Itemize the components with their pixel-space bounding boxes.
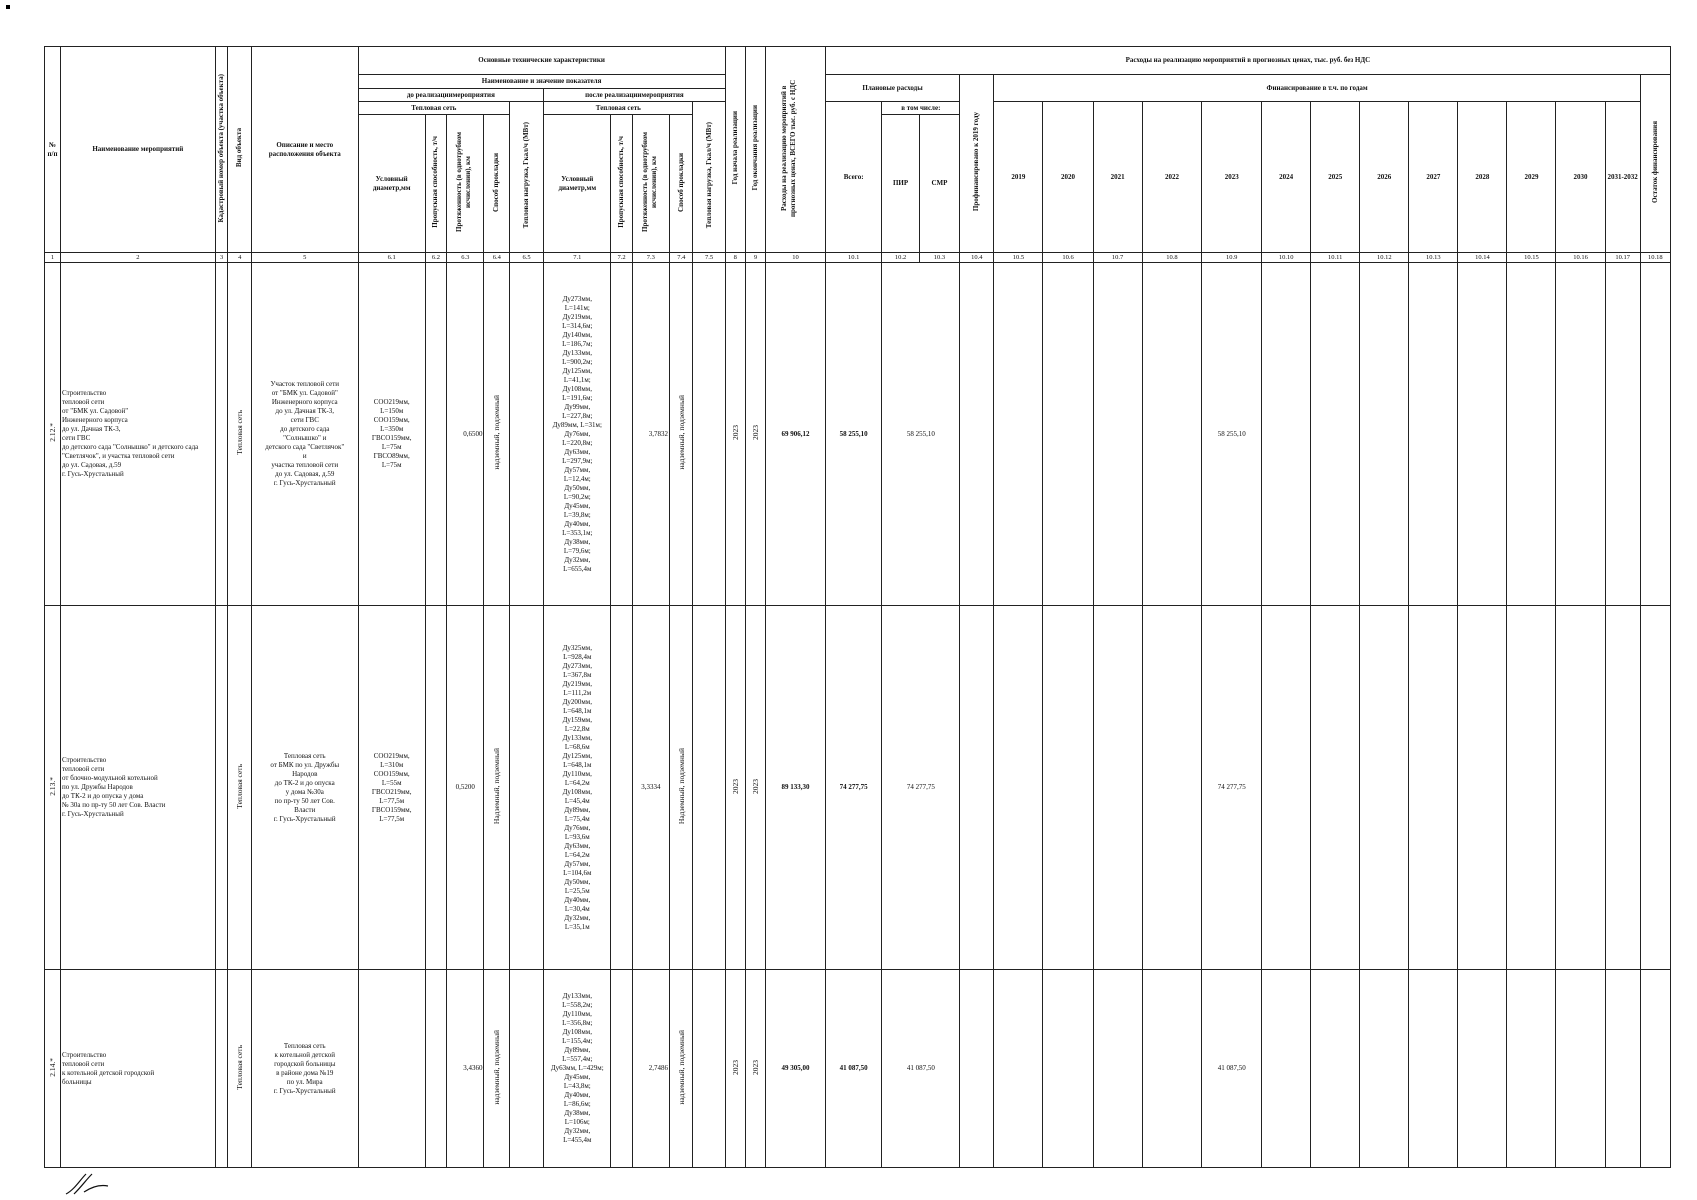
hdr-capacity-after: Пропускная способность, т/ч xyxy=(617,136,626,228)
row-number: 2.14.* xyxy=(48,1057,57,1077)
row-year-start: 2023 xyxy=(730,1059,740,1075)
row-year-end: 2023 xyxy=(750,778,760,794)
hdr-incl: в том числе: xyxy=(882,102,960,115)
hdr-pir: ПИР xyxy=(882,115,919,253)
column-numbers-row xyxy=(45,253,1671,263)
hdr-financing: Финансирование в т.ч. по годам xyxy=(994,75,1640,102)
hdr-planned: Плановые расходы xyxy=(825,75,959,102)
hdr-load-before: Тепловая нагрузка, Гкал/ч (МВт) xyxy=(522,122,531,229)
row-number: 2.13.* xyxy=(48,776,57,796)
row-pir-smr: 41 087,50 xyxy=(882,970,960,1168)
row-name: Строительство тепловой сети от блочно-модульной котельной по ул. Дружбы Народов до ТК-2 и до опуска у дома № 30а по пр-ту 50 лет Сов. Власти г. Гусь-Хрустальный xyxy=(61,606,216,970)
row-obj-type: Тепловая сеть xyxy=(235,1044,245,1090)
row-year-end: 2023 xyxy=(750,425,760,440)
col-number: 10 xyxy=(766,253,826,263)
col-number: 7.5 xyxy=(693,253,725,263)
hdr-prefin: Профинансировано к 2019 году xyxy=(972,112,981,212)
row-2023: 74 277,75 xyxy=(1202,606,1262,970)
row-planned-total: 74 277,75 xyxy=(825,606,882,970)
hdr-descr: Описание и место расположения объекта xyxy=(251,47,358,253)
hdr-length-before: Протяженность (в однотрубном исчислении), км xyxy=(455,131,473,233)
col-number: 10.9 xyxy=(1202,253,1262,263)
row-diam-before xyxy=(358,970,425,1168)
col-number: 1 xyxy=(45,253,61,263)
col-number: 4 xyxy=(228,253,251,263)
col-number: 6.1 xyxy=(358,253,425,263)
hdr-tech: Основные технические характеристики xyxy=(358,47,725,75)
row-length-before: 0,5200 xyxy=(447,606,484,970)
hdr-capacity-before: Пропускная способность, т/ч xyxy=(431,136,440,228)
row-total-cost: 69 906,12 xyxy=(766,263,826,606)
hdr-year-start: Год начала реализации xyxy=(730,111,739,185)
hdr-total-cost: Расходы на реализацию мероприятий в прогнозных ценах, ВСЕГО тыс. руб. с НДС xyxy=(780,79,798,217)
row-total-cost: 89 133,30 xyxy=(766,606,826,970)
hdr-year-2021: 2021 xyxy=(1093,102,1142,253)
row-name: Строительство тепловой сети от "БМК ул. Садовой" Инженерного корпуса до ул. Дачная ТК-3, сети ГВС до детского сада "Солнышко" и детского сада "Светлячок", и участка тепловой сети до ул. Садовая, д.59 г. Гусь-Хрустальный xyxy=(61,263,216,606)
row-laying-before: надземный, подземный xyxy=(492,1029,502,1105)
row-name: Строительство тепловой сети к котельной детской городской больницы xyxy=(61,970,216,1168)
col-number: 10.17 xyxy=(1605,253,1640,263)
hdr-before: до реализациимероприятия xyxy=(358,89,544,102)
hdr-name: Наименование мероприятий xyxy=(61,47,216,253)
row-diam-after: Ду133мм, L=558,2м; Ду110мм, L=356,8м; Ду108мм, L=155,4м; Ду89мм, L=557,4м; Ду63мм, L=429м; Ду45мм, L=43,8м; Ду40мм, L=86,6м; Ду38мм, L=106м; Ду32мм, L=455,4м xyxy=(544,970,611,1168)
hdr-year-end: Год окончания реализации xyxy=(750,105,759,191)
hdr-load-after: Тепловая нагрузка, Гкал/ч (МВт) xyxy=(704,122,713,229)
col-number: 7.4 xyxy=(670,253,693,263)
col-number: 2 xyxy=(61,253,216,263)
table-row xyxy=(45,606,1671,970)
row-2023: 58 255,10 xyxy=(1202,263,1262,606)
col-number: 7.3 xyxy=(632,253,669,263)
col-number: 10.6 xyxy=(1043,253,1093,263)
col-number: 10.3 xyxy=(919,253,960,263)
col-number: 9 xyxy=(745,253,765,263)
row-length-after: 2,7486 xyxy=(632,970,669,1168)
col-number: 5 xyxy=(251,253,358,263)
hdr-year-2026: 2026 xyxy=(1360,102,1409,253)
row-2023: 41 087,50 xyxy=(1202,970,1262,1168)
hdr-year-2029: 2029 xyxy=(1507,102,1556,253)
col-number: 10.10 xyxy=(1262,253,1311,263)
hdr-year-2027: 2027 xyxy=(1409,102,1458,253)
row-planned-total: 58 255,10 xyxy=(825,263,882,606)
row-descr: Участок тепловой сети от "БМК ул. Садовой" Инженерного корпуса до ул. Дачная ТК-3, сети ГВС до детского сада "Солнышко" и детского сада "Светлячок" и участка тепловой сети до ул. Садовая, д.59 г. Гусь-Хрустальный xyxy=(251,263,358,606)
row-laying-after: надземный, подземный xyxy=(676,395,686,470)
hdr-obj-type: Вид объекта xyxy=(235,128,244,168)
col-number: 3 xyxy=(215,253,228,263)
col-number: 6.4 xyxy=(484,253,510,263)
col-number: 10.8 xyxy=(1142,253,1202,263)
col-number: 10.7 xyxy=(1093,253,1142,263)
col-number: 10.1 xyxy=(825,253,882,263)
row-diam-before: СОО219мм, L=310м СОО159мм, L=55м ГВСО219мм, L=77,5м ГВСО159мм, L=77,5м xyxy=(358,606,425,970)
col-number: 6.5 xyxy=(510,253,544,263)
hdr-laying-after: Способ прокладки xyxy=(676,152,685,212)
row-laying-after: надземный, подземный xyxy=(676,1029,686,1105)
row-obj-type: Тепловая сеть xyxy=(235,763,245,809)
col-number: 7.2 xyxy=(611,253,632,263)
hdr-year-2028: 2028 xyxy=(1458,102,1507,253)
row-year-end: 2023 xyxy=(750,1059,760,1075)
row-diam-after: Ду273мм, L=141м; Ду219мм, L=314,6м; Ду140мм, L=186,7м; Ду133мм, L=900,2м; Ду125мм, L=41,1м; Ду108мм, L=191,6м; Ду99мм, L=227,8м; Ду89мм, L=31м; Ду76мм, L=220,8м; Ду63мм, L=297,9м; Ду57мм, L=12,4м; Ду50мм, L=90,2м; Ду45мм, L=39,8м; Ду40мм, L=353,1м; Ду38мм, L=79,6м; Ду32мм, L=655,4м xyxy=(544,263,611,606)
row-planned-total: 41 087,50 xyxy=(825,970,882,1168)
col-number: 10.15 xyxy=(1507,253,1556,263)
hdr-net-before: Тепловая сеть xyxy=(358,102,509,115)
col-number: 7.1 xyxy=(544,253,611,263)
row-length-before: 3,4360 xyxy=(447,970,484,1168)
row-obj-type: Тепловая сеть xyxy=(235,410,245,455)
hdr-pp: № п/п xyxy=(45,47,61,253)
hdr-diam-before: Условный диаметр,мм xyxy=(358,115,425,253)
col-number: 10.18 xyxy=(1640,253,1670,263)
col-number: 6.2 xyxy=(425,253,446,263)
row-diam-before: СОО219мм, L=150м СОО159мм, L=350м ГВСО159мм, L=75м ГВСО89мм, L=75м xyxy=(358,263,425,606)
row-pir-smr: 58 255,10 xyxy=(882,263,960,606)
col-number: 10.16 xyxy=(1556,253,1605,263)
hdr-rest: Остаток финансирования xyxy=(1650,121,1659,203)
col-number: 10.2 xyxy=(882,253,919,263)
row-laying-after: Надземный, подземный xyxy=(676,747,686,825)
hdr-length-after: Протяженность (в однотрубном исчислении), км xyxy=(640,131,658,233)
row-number: 2.12.* xyxy=(48,423,57,442)
hdr-smr: СМР xyxy=(919,115,960,253)
investment-program-table xyxy=(44,46,1671,1168)
table-row xyxy=(45,970,1671,1168)
table-row xyxy=(45,263,1671,606)
hdr-year-2030: 2030 xyxy=(1556,102,1605,253)
hdr-after: после реализациимероприятия xyxy=(544,89,725,102)
hdr-year-2023: 2023 xyxy=(1202,102,1262,253)
col-number: 10.11 xyxy=(1311,253,1360,263)
col-number: 8 xyxy=(725,253,745,263)
hdr-net-after: Тепловая сеть xyxy=(544,102,693,115)
hdr-diam-after: Условный диаметр,мм xyxy=(544,115,611,253)
handwritten-signature xyxy=(64,1170,124,1196)
row-laying-before: надземный, подземный xyxy=(492,395,502,470)
hdr-indicators: Наименование и значение показателя xyxy=(358,75,725,89)
corner-mark xyxy=(6,5,10,9)
hdr-year-2031-2032: 2031-2032 xyxy=(1605,102,1640,253)
row-laying-before: Надземный, подземный xyxy=(492,747,502,825)
hdr-year-2022: 2022 xyxy=(1142,102,1202,253)
hdr-cadastral: Кадастровый номер объекта (участка объекта) xyxy=(217,73,226,223)
row-length-after: 3,3334 xyxy=(632,606,669,970)
row-year-start: 2023 xyxy=(730,778,740,794)
hdr-laying-before: Способ прокладки xyxy=(492,152,501,212)
col-number: 10.4 xyxy=(960,253,994,263)
col-number: 10.5 xyxy=(994,253,1043,263)
row-length-after: 3,7832 xyxy=(632,263,669,606)
col-number: 10.13 xyxy=(1409,253,1458,263)
hdr-total: Всего: xyxy=(825,102,882,253)
row-length-before: 0,6500 xyxy=(447,263,484,606)
hdr-year-2025: 2025 xyxy=(1311,102,1360,253)
row-total-cost: 49 305,00 xyxy=(766,970,826,1168)
hdr-year-2020: 2020 xyxy=(1043,102,1093,253)
row-descr: Тепловая сеть от БМК по ул. Дружбы Народов до ТК-2 и до опуска у дома №30а по пр-ту 50 лет Сов. Власти г. Гусь-Хрустальный xyxy=(251,606,358,970)
col-number: 6.3 xyxy=(447,253,484,263)
row-pir-smr: 74 277,75 xyxy=(882,606,960,970)
hdr-year-2024: 2024 xyxy=(1262,102,1311,253)
col-number: 10.12 xyxy=(1360,253,1409,263)
hdr-year-2019: 2019 xyxy=(994,102,1043,253)
hdr-expenses: Расходы на реализацию мероприятий в прогнозных ценах, тыс. руб. без НДС xyxy=(825,47,1670,75)
col-number: 10.14 xyxy=(1458,253,1507,263)
row-descr: Тепловая сеть к котельной детской городской больницы в районе дома №19 по ул. Мира г. Гусь-Хрустальный xyxy=(251,970,358,1168)
row-year-start: 2023 xyxy=(730,425,740,440)
row-diam-after: Ду325мм, L=928,4м Ду273мм, L=367,8м Ду219мм, L=111,2м Ду200мм, L=648,1м Ду159мм, L=22,8м Ду133мм, L=68,6м Ду125мм, L=648,1м Ду110мм, L=64,2м Ду108мм, L=45,4м Ду89мм, L=75,4м Ду76мм, L=93,6м Ду63мм, L=64,2м Ду57мм, L=104,6м Ду50мм, L=25,5м Ду40мм, L=30,4м Ду32мм, L=35,1м xyxy=(544,606,611,970)
